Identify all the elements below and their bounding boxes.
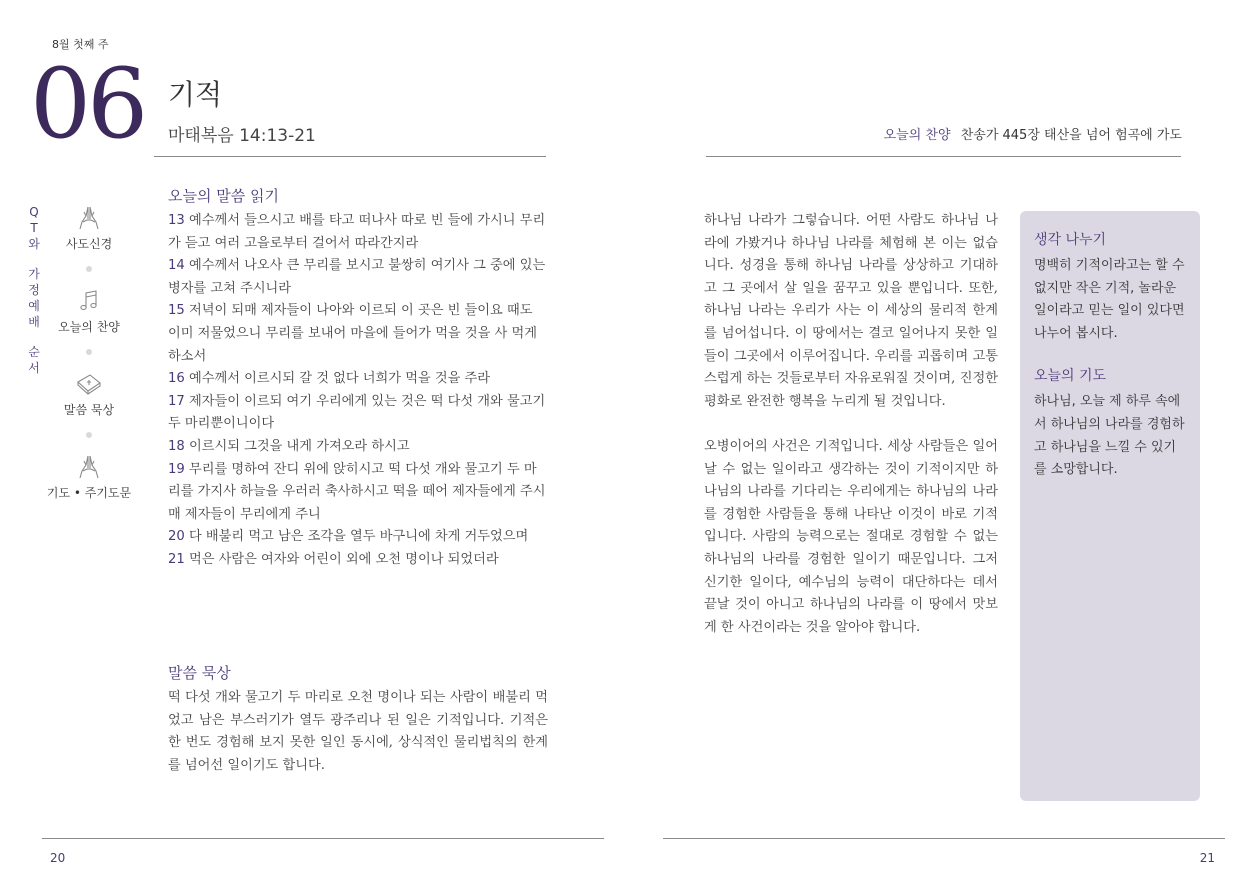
step-word-meditation — [44, 369, 134, 418]
vertical-char: 예 — [28, 299, 40, 313]
verse-number: 21 — [168, 551, 185, 567]
vertical-char: 서 — [28, 361, 40, 375]
verse-text: 다 배불리 먹고 남은 조각을 열두 바구니에 차게 거두었으며 — [184, 529, 529, 545]
worship-steps — [44, 203, 134, 501]
verse-text: 이르시되 그것을 내게 가져오라 하시고 — [184, 438, 410, 454]
page-number-left: 20 — [50, 851, 66, 865]
verse-text: 제자들이 이르되 여기 우리에게 있는 것은 떡 다섯 개와 물고기 두 마리뿐이니이다 — [168, 393, 546, 432]
step-label: 말씀 묵상 — [63, 403, 115, 417]
step-todays-hymn — [44, 286, 134, 335]
vertical-char: Q — [29, 205, 39, 219]
lesson-number: 06 — [30, 48, 145, 160]
verse-number: 19 — [168, 461, 185, 477]
praying-hands-icon — [74, 452, 104, 482]
verse — [168, 459, 548, 527]
step-separator-dot — [86, 349, 92, 355]
step-label: 기도 • 주기도문 — [46, 486, 132, 500]
meditation-heading: 말씀 묵상 — [168, 664, 231, 682]
step-label: 사도신경 — [65, 237, 113, 251]
vertical-char: 가 — [28, 267, 40, 281]
verse-text: 예수께서 이르시되 갈 것 없다 너희가 먹을 것을 주라 — [184, 371, 491, 387]
prayer-heading: 오늘의 기도 — [1034, 368, 1107, 385]
vertical-char: 정 — [28, 283, 40, 297]
vertical-char: 순 — [28, 345, 40, 359]
verse-number: 14 — [168, 258, 185, 274]
scripture-reading — [168, 210, 548, 572]
verse — [168, 526, 548, 549]
step-apostles-creed — [44, 203, 134, 252]
verse-text: 먹은 사람은 여자와 어린이 외에 오천 명이나 되었더라 — [184, 551, 499, 567]
share-text: 명백히 기적이라고는 할 수 없지만 작은 기적, 놀라운 일이라고 믿는 일이 있다면 나누어 봅시다. — [1034, 258, 1185, 341]
verse-number: 15 — [168, 303, 185, 319]
hymn-label: 오늘의 찬양 — [883, 128, 951, 143]
vertical-char: 배 — [28, 315, 40, 329]
music-note-icon — [74, 286, 104, 316]
week-label: 8월 첫째 주 — [52, 38, 109, 51]
verse-number: 13 — [168, 213, 185, 228]
step-label: 오늘의 찬양 — [58, 320, 120, 334]
verse-text: 저녁이 되매 제자들이 나아와 이르되 이 곳은 빈 들이요 때도 이미 저물었으니 무리를 보내어 마을에 들어가 먹을 것을 사 먹게 하소서 — [168, 303, 537, 364]
verse — [168, 549, 548, 572]
share-heading: 생각 나누기 — [1034, 232, 1107, 248]
page-number-right: 21 — [1199, 851, 1215, 865]
scripture-reference: 마태복음 14:13-21 — [168, 126, 316, 146]
reading-heading: 오늘의 말씀 읽기 — [168, 187, 279, 205]
header-divider-left — [154, 156, 546, 157]
footer-divider-left — [42, 838, 604, 839]
verse — [168, 255, 548, 300]
meditation-text: 떡 다섯 개와 물고기 두 마리로 오천 명이나 되는 사람이 배불리 먹었고 남은 부스러기가 열두 광주리나 된 일은 기적입니다. 기적은 한 번도 경험해 보지 못한 일인 동시에, 상식적인 물리법칙의 한계를 넘어선 일이기도 합니다. — [168, 690, 548, 773]
prayer-text: 하나님, 오늘 제 하루 속에서 하나님의 나라를 경험하고 하나님을 느낄 수 있기를 소망합니다. — [1034, 394, 1185, 478]
step-separator-dot — [86, 432, 92, 438]
verse — [168, 300, 548, 368]
verse-number: 17 — [168, 393, 185, 409]
paragraph: 오병이어의 사건은 기적입니다. 세상 사람들은 일어날 수 없는 일이라고 생각하는 것이 기적이지만 하나님의 나라를 기다리는 우리에게는 하나님의 나라를 경험한 사람들을 통해 나타난 이것이 바로 기적입니다. 사람의 능력으로는 절대로 경험할 수 없는 하나님의 나라를 경험한 일이기 때문입니다. 그저 신기한 일이다, 예수님의 능력이 대단하다는 데서 끝날 것이 아니고 하나님의 나라를 이 땅에서 맛보게 한 사건이라는 것을 알아야 합니다. — [704, 438, 998, 635]
verse-text: 무리를 명하여 잔디 위에 앉히시고 떡 다섯 개와 물고기 두 마리를 가지사 하늘을 우러러 축사하시고 떡을 떼어 제자들에게 주시매 제자들이 무리에게 주니 — [168, 461, 546, 522]
bible-icon — [74, 369, 104, 399]
praying-hands-icon — [74, 203, 104, 233]
vertical-char: T — [30, 221, 38, 235]
todays-hymn — [884, 124, 1182, 143]
discussion-box — [1020, 211, 1200, 801]
paragraph: 하나님 나라가 그렇습니다. 어떤 사람도 하나님 나라에 가봤거나 하나님 나라를 체험해 본 이는 없습니다. 성경을 통해 하나님 나라를 상상하고 기대하고 그 곳에서 살 일을 꿈꾸고 있을 뿐입니다. 또한, 하나님 나라는 우리가 사는 이 세상의 물리적 한계를 넘어섭니다. 이 땅에서는 결코 일어나지 못한 일들이 그곳에서 이루어집니다. 우리를 괴롭히며 고통스럽게 하는 것들로부터 자유로워질 것이며, 진정한 평화로 완전한 행복을 누리게 될 것입니다. — [704, 213, 998, 409]
step-prayer — [44, 452, 134, 501]
step-separator-dot — [86, 266, 92, 272]
verse — [168, 368, 548, 391]
verse — [168, 436, 548, 459]
verse-number: 20 — [168, 529, 185, 545]
meditation-continued — [704, 210, 998, 639]
verse — [168, 210, 548, 255]
verse — [168, 391, 548, 436]
page-title: 기적 — [168, 78, 223, 111]
hymn-text: 찬송가 445장 태산을 넘어 험곡에 가도 — [960, 128, 1182, 143]
footer-divider-right — [663, 838, 1225, 839]
vertical-char: 와 — [28, 237, 40, 251]
verse-number: 18 — [168, 438, 185, 454]
verse-text: 예수께서 들으시고 배를 타고 떠나사 따로 빈 들에 가시니 무리가 듣고 여러 고을로부터 걸어서 따라간지라 — [168, 213, 546, 251]
header-divider-right — [706, 156, 1181, 157]
qt-order-vertical-label — [27, 204, 41, 376]
verse-number: 16 — [168, 371, 185, 387]
verse-text: 예수께서 나오사 큰 무리를 보시고 불쌍히 여기사 그 중에 있는 병자를 고쳐 주시니라 — [168, 258, 546, 296]
